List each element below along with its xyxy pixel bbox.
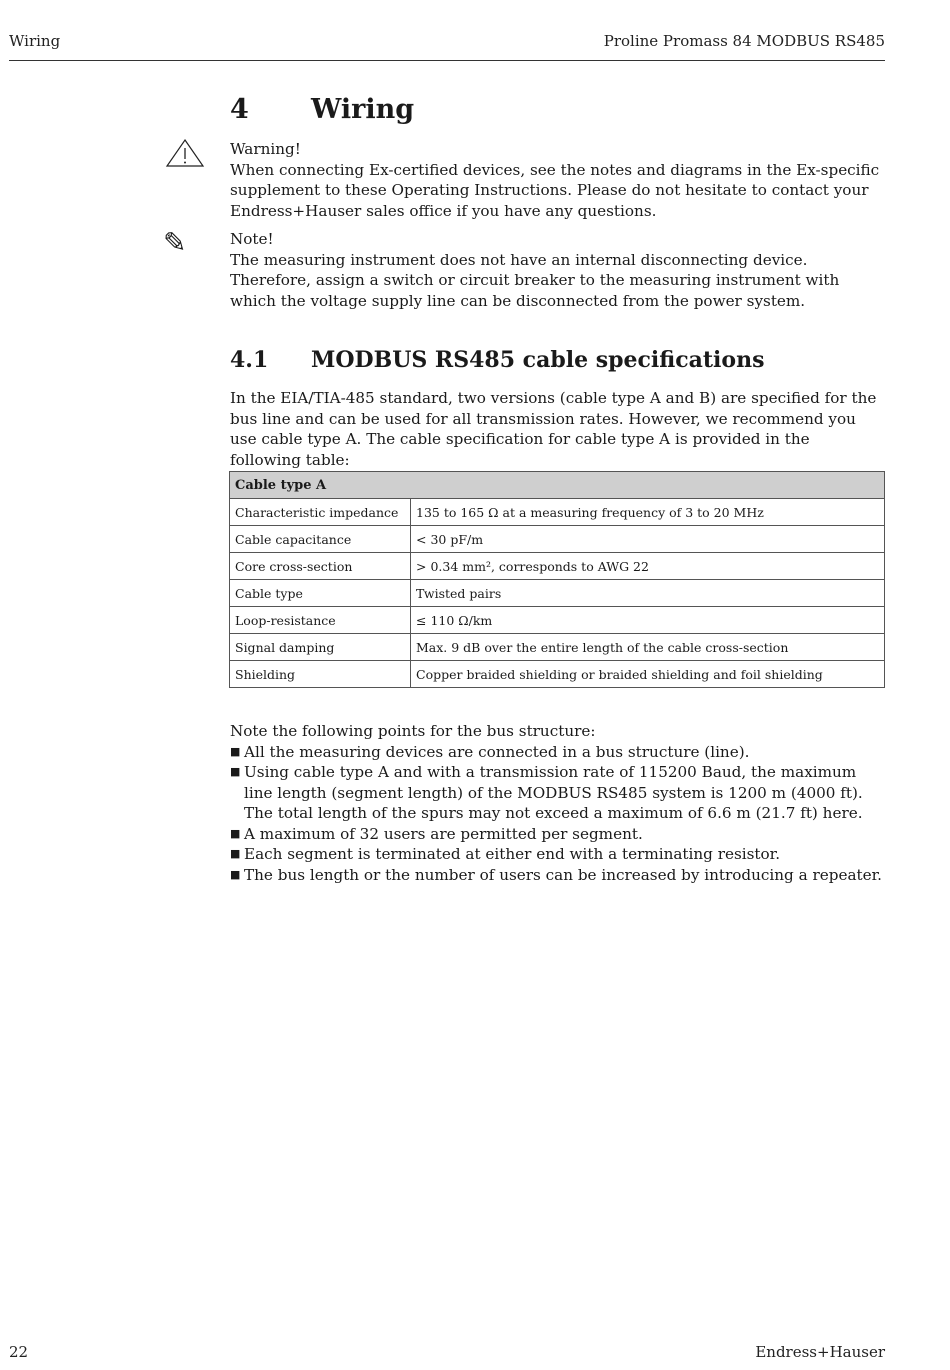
row-value-cell: Twisted pairs <box>411 580 885 607</box>
intro-text: In the EIA/TIA-485 standard, two versions (cable type A and B) are specified for the bus line and can be used for all transmission rates. However, we recommend you use cable type A. The cable specification for cable type A is provided in the following table: <box>230 389 877 469</box>
table-row <box>230 526 885 553</box>
cable-spec-table <box>229 471 885 688</box>
bus-list <box>230 742 885 886</box>
header-rule <box>9 60 885 61</box>
table-row <box>230 499 885 526</box>
note-text: The measuring instrument does not have an internal disconnecting device. Therefore, assign a switch or circuit breaker to the measuring instrument with which the voltage supply line can be disconnected from the power system. <box>230 250 840 310</box>
section-title: Wiring <box>311 94 415 125</box>
table-row <box>230 607 885 634</box>
row-value-cell: 135 to 165 Ω at a measuring frequency of 3 to 20 MHz <box>411 499 885 526</box>
table-row <box>230 580 885 607</box>
footer-brand: Endress+Hauser <box>755 1343 885 1361</box>
row-value-cell: Max. 9 dB over the entire length of the cable cross-section <box>411 634 885 661</box>
subsection-heading <box>230 347 764 373</box>
page-number: 22 <box>9 1343 29 1361</box>
warning-text: When connecting Ex-certified devices, see the notes and diagrams in the Ex-specific supplement to these Operating Instructions. Please do not hesitate to contact your Endress+Hauser sales office if you have any questions. <box>230 160 880 220</box>
list-item: ■ A maximum of 32 users are permitted per segment. <box>230 824 885 845</box>
row-label-cell: Characteristic impedance <box>230 499 411 526</box>
list-item: ■ Each segment is terminated at either end with a terminating resistor. <box>230 844 885 865</box>
row-label-cell: Cable type <box>230 580 411 607</box>
row-label-cell: Loop-resistance <box>230 607 411 634</box>
row-value-cell: > 0.34 mm², corresponds to AWG 22 <box>411 553 885 580</box>
bus-intro: Note the following points for the bus structure: <box>230 722 596 740</box>
warning-block <box>230 139 885 221</box>
table-row <box>230 661 885 688</box>
row-value-cell: < 30 pF/m <box>411 526 885 553</box>
row-label-cell: Core cross-section <box>230 553 411 580</box>
row-value-cell: Copper braided shielding or braided shielding and foil shielding <box>411 661 885 688</box>
subsection-title: MODBUS RS485 cable specifications <box>311 347 765 373</box>
warning-label: Warning! <box>230 140 301 158</box>
note-block <box>230 229 885 311</box>
list-item: ■ The bus length or the number of users can be increased by introducing a repeater. <box>230 865 885 886</box>
note-label: Note! <box>230 230 274 248</box>
table-row <box>230 553 885 580</box>
list-item: ■ Using cable type A and with a transmission rate of 115200 Baud, the maximum line length (segment length) of the MODBUS RS485 system is 1200 m (4000 ft). The total length of the spurs may not exceed a maximum of 6.6 m (21.7 ft) here. <box>230 762 885 824</box>
intro-paragraph <box>230 388 885 470</box>
row-label-cell: Cable capacitance <box>230 526 411 553</box>
pencil-note-icon: ✎ <box>163 226 187 259</box>
table-row <box>230 634 885 661</box>
warning-triangle-icon <box>165 138 205 172</box>
row-label-cell: Signal damping <box>230 634 411 661</box>
table-body <box>230 499 885 688</box>
table-header-row <box>230 472 885 499</box>
section-heading <box>230 94 414 125</box>
section-number: 4 <box>230 94 249 125</box>
subsection-number: 4.1 <box>230 347 269 373</box>
running-header-section: Wiring <box>9 32 61 50</box>
row-label-cell: Shielding <box>230 661 411 688</box>
bus-structure-notes <box>230 721 885 885</box>
row-value-cell: ≤ 110 Ω/km <box>411 607 885 634</box>
list-item: ■ All the measuring devices are connected in a bus structure (line). <box>230 742 885 763</box>
running-header-product: Proline Promass 84 MODBUS RS485 <box>603 32 885 50</box>
table-header-cell: Cable type A <box>230 472 885 499</box>
